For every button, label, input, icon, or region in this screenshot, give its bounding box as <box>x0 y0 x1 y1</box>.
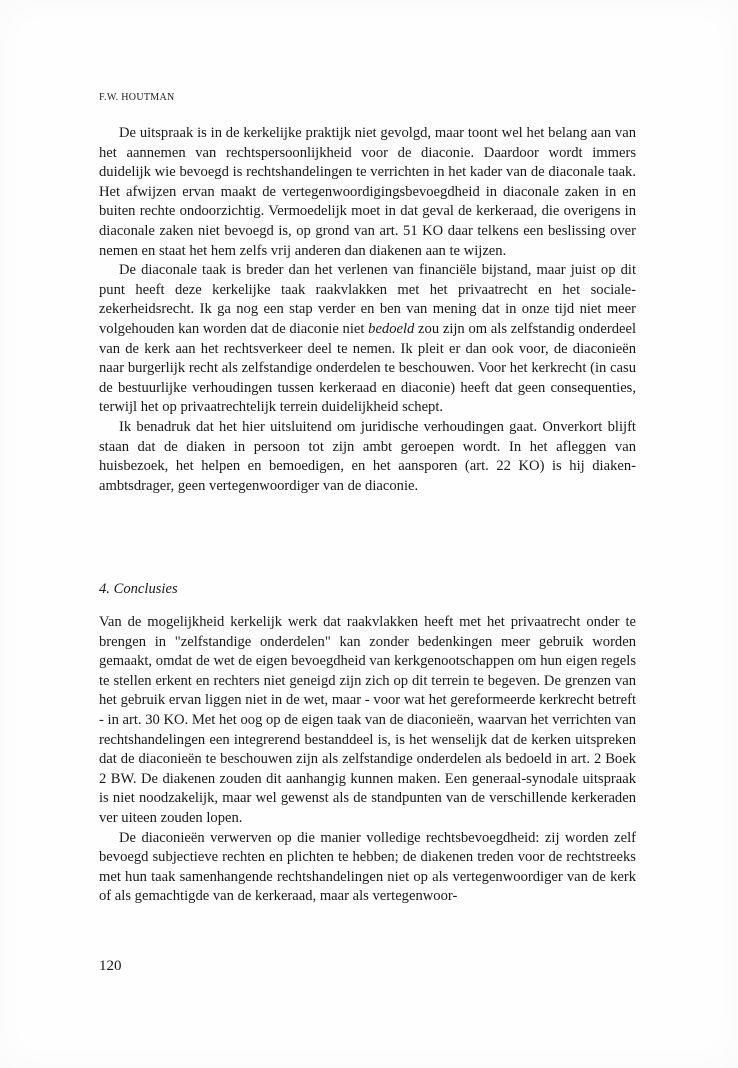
emphasized-word: bedoeld <box>368 320 415 337</box>
paragraph: De diaconieën verwerven op die manier volledige rechtsbevoegdheid: zij worden zelf bevoegd subjectieve rechten en plichten te hebben; de diakenen treden voor de rechtstreeks met hun taak samenhangende rechtshandelingen niet op als vertegenwoordiger van de kerk of als gemachtigde van de kerkeraad, maar als vertegenwoor- <box>99 829 636 905</box>
paragraph <box>99 261 636 418</box>
paragraph-text: zou zijn om als zelfstandig onderdeel van de kerk aan het rechtsverkeer deel te nemen. Ik pleit er dan ook voor, de diaconieën naar burgerlijk recht als zelfstandige onderdelen te beschouwen. Voor het kerkrecht (in casu de bestuurlijke verhoudingen tussen kerkeraad en diaconie) heeft dat geen consequenties, terwijl het op privaatrechtelijk terrein duidelijkheid schept. <box>99 320 636 416</box>
paragraph: De uitspraak is in de kerkelijke praktijk niet gevolgd, maar toont wel het belang aan van het aannemen van rechtspersoonlijkheid voor de diaconie. Daardoor wordt immers duidelijk wie bevoegd is rechtshandelingen te verrichten in het kader van de diaconale taak. Het afwijzen ervan maakt de vertegenwoordigingsbevoegdheid in diaconale zaken in en buiten rechte ondoorzichtig. Vermoedelijk moet in dat geval de kerkeraad, die overigens in diaconale zaken niet bevoegd is, op grond van art. 51 KO daar telkens een beslissing over nemen en staat het hem zelfs vrij anderen dan diakenen aan te wijzen. <box>99 125 636 259</box>
body-text-after-heading <box>99 613 636 907</box>
paragraph-text: De diaconale taak is breder dan het verlenen van financiële bijstand, maar juist op dit punt heeft deze kerkelijke taak raakvlakken met het privaatrecht en het sociale-zekerheidsrecht. Ik ga nog een stap verder en ben van mening dat in onze tijd niet meer volgehouden kan worden dat de diaconie niet <box>99 262 636 337</box>
page-number: 120 <box>99 958 122 974</box>
running-head: F.W. HOUTMAN <box>99 92 175 103</box>
paragraph: Ik benadruk dat het hier uitsluitend om juridische verhoudingen gaat. Onverkort blijft staan dat de diaken in persoon tot zijn ambt geroepen wordt. In het afleggen van huisbezoek, het helpen en bemoedigen, en het aansporen (art. 22 KO) is hij diaken-ambtsdrager, geen vertegenwoordiger van de diaconie. <box>99 418 636 494</box>
body-text-before-heading <box>99 124 636 496</box>
paragraph: Van de mogelijkheid kerkelijk werk dat raakvlakken heeft met het privaatrecht onder te brengen in "zelfstandige onderdelen" kan zonder bedenkingen meer gebruik worden gemaakt, omdat de wet de eigen bevoegdheid van kerkgenootschappen om hun eigen regels te stellen erkent en rechters niet geneigd zijn zich op dit terrein te begeven. De grenzen van het gebruik ervan liggen niet in de wet, maar - voor wat het gereformeerde kerkrecht betreft - in art. 30 KO. Met het oog op de eigen taak van de diaconieën, waarvan het verrichten van rechtshandelingen een integrerend bestanddeel is, is het wenselijk dat de kerken uitspreken dat de diaconieën te beschouwen zijn als zelfstandige onderdelen als bedoeld in art. 2 Boek 2 BW. De diakenen zouden dit aanhangig kunnen maken. Een generaal-synodale uitspraak is niet noodzakelijk, maar wel gewenst als de standpunten van de verschillende kerkeraden ver uiteen zouden lopen. <box>99 614 636 826</box>
section-heading: 4. Conclusies <box>99 581 178 597</box>
